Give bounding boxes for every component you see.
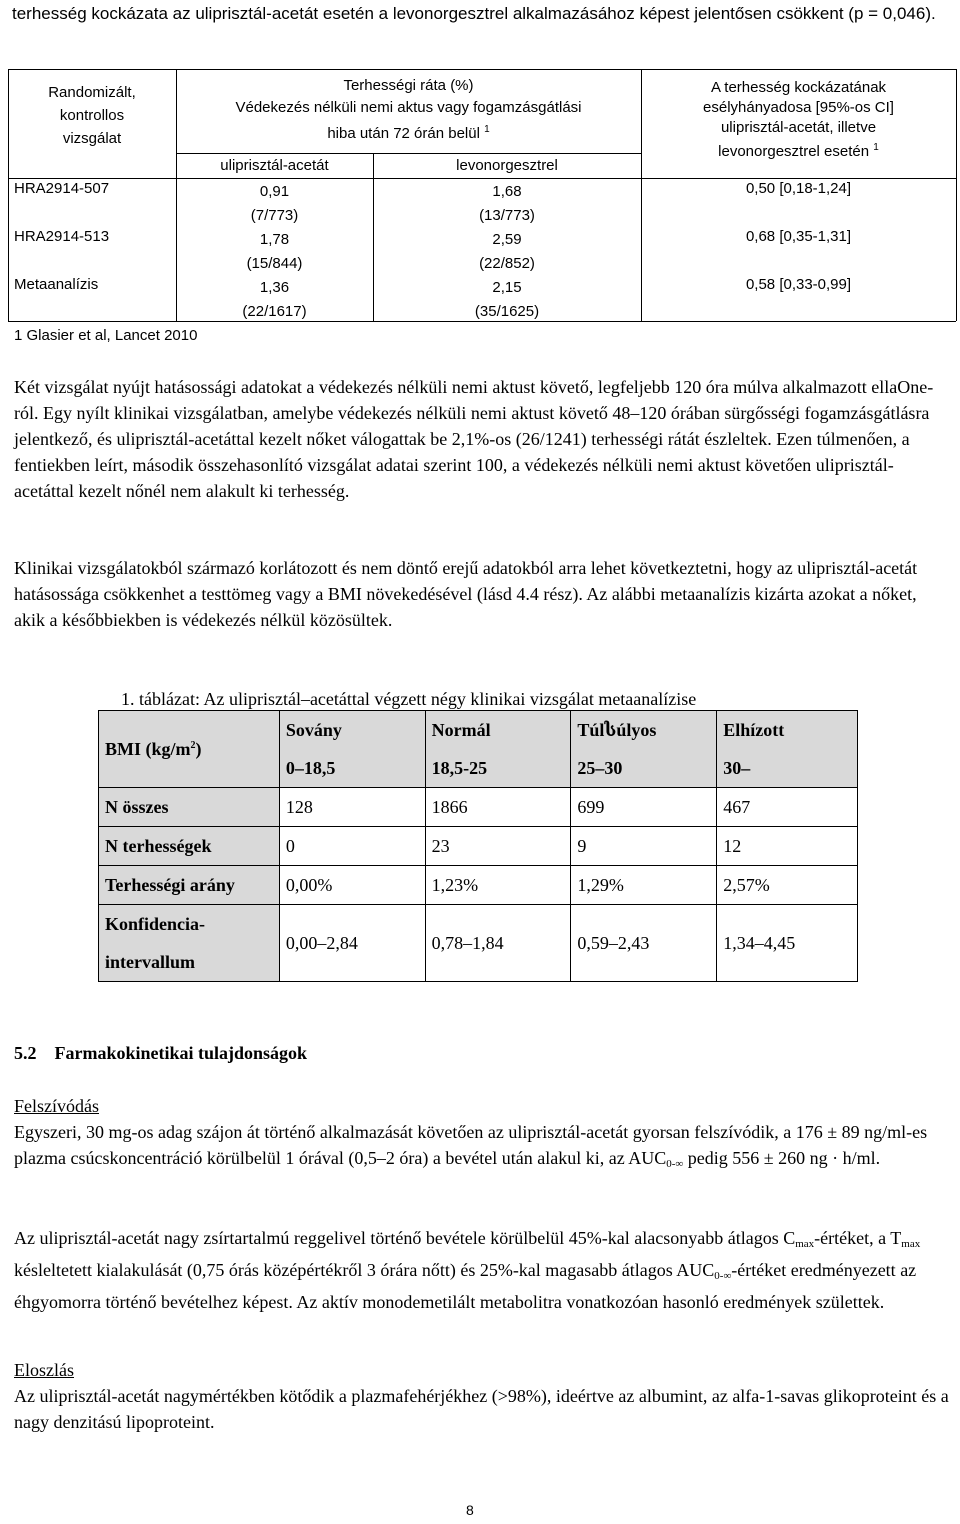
bmi-header: BMI $(kg/m^2)$: [99, 711, 280, 788]
ulipristal-rate: 0,91 (7/773): [250, 183, 299, 224]
table-cell: 1,29%: [571, 866, 717, 905]
study-name: Metaanalízis: [14, 276, 99, 293]
ulipristal-column-header: uliprisztál-acetát: [220, 157, 329, 174]
distribution-paragraph: Az uliprisztál-acetát nagymértékben kötődik a plazmafehérjékhez (>98%), ideértve az albumint, az alfa-1-savas glikoproteint és a nagy denzitású lipoproteint.: [14, 1386, 949, 1432]
table-cell: 0,59–2,43: [571, 905, 717, 982]
odds-ratio: 0,50 [0,18-1,24]: [745, 180, 852, 197]
odds-ratio-column-header: A terhesség kockázatának esélyhányadosa [95%-os CI] uliprisztál-acetát, illetve levonorgesztrel esetén $^1$: [703, 79, 894, 160]
table-cell: 467: [717, 788, 858, 827]
levonorgestrel-rate: 1,68 (13/773): [479, 183, 535, 224]
pregnancy-rate-group-header: Terhességi ráta (%) Védekezés nélküli nemi aktus vagy fogamzásgátlási hiba után 72 órán belül $^1$: [235, 77, 582, 142]
intro-text: terhesség kockázata az uliprisztál-acetát esetén a levonorgesztrel alkalmazásához képest jelentősen csökkent (p = 0,046).: [12, 4, 936, 23]
table-cell: 12: [717, 827, 858, 866]
absorption-paragraph-2: Az uliprisztál-acetát nagy zsírtartalmú reggelivel történő bevétele körülbelül 45%-kal alacsonyabb átlagos $C_{max}$-értéket, a $T_{max}$ késleltetett kialakulását (0,75 órás középértékről 3 órára nőtt) és 25%-kal magasabb átlagos $AUC_{0-\infty}$-értéket eredményezett az éhgyomorra történő bevételhez képest. Az aktív monodemetilált metabolitra vonatkozóan hasonló eredmények születtek.: [14, 1228, 921, 1312]
levonorgestrel-column-header: levonorgesztrel: [456, 157, 558, 174]
table-cell: 1,34–4,45: [717, 905, 858, 982]
ulipristal-rate: 1,78 (15/844): [246, 231, 303, 272]
row-label: N összes: [99, 788, 280, 827]
table-cell: 0,78–1,84: [425, 905, 571, 982]
category-header: Túlსúlyos 25–30: [571, 711, 717, 788]
levonorgestrel-rate: 2,59 (22/852): [479, 231, 535, 272]
table-footnote: 1 Glasier et al, Lancet 2010: [14, 327, 198, 344]
table-cell: 1866: [425, 788, 571, 827]
page-number: 8: [466, 1502, 474, 1518]
table-cell: 0,00%: [279, 866, 425, 905]
ulipristal-rate: 1,36 (22/1617): [242, 279, 307, 320]
table-cell: 9: [571, 827, 717, 866]
levonorgestrel-rate: 2,15 (35/1625): [474, 279, 540, 320]
table-cell: 128: [279, 788, 425, 827]
distribution-heading: Eloszlás: [14, 1360, 74, 1380]
row-label: N terhességek: [99, 827, 280, 866]
table-caption: 1. táblázat: Az uliprisztál–acetáttal végzett négy klinikai vizsgálat metaanalízise: [121, 689, 697, 709]
pregnancy-rate-table: [8, 69, 956, 321]
table-cell: 0,00–2,84: [279, 905, 425, 982]
odds-ratio: 0,58 [0,33-0,99]: [745, 276, 852, 293]
section-heading: 5.2 Farmakokinetikai tulajdonságok: [14, 1043, 308, 1063]
study-name: HRA2914-507: [14, 180, 110, 197]
table-cell: 2,57%: [717, 866, 858, 905]
bmi-meta-analysis-table: [98, 710, 858, 982]
study-column-header: Randomizált, kontrollos vizsgálat: [48, 84, 136, 147]
efficacy-paragraph: Két vizsgálat nyújt hatásossági adatokat a védekezés nélküli nemi aktust követő, legfeljebb 120 óra múlva alkalmazott ellaOne-ról. Egy nyílt klinikai vizsgálatban, amelybe védekezés nélküli nemi aktust követő 48–120 órában sürgősségi fogamzásgátlásra jelentkező, és uliprisztál-acetáttal kezelt nőket válogattak be 2,1%-os (26/1241) terhességi rátát észleltek. Ezen túlmenően, a fentiekben leírt, második összehasonlító vizsgálat adatai szerint 100, a védekezés nélküli nemi aktust követően uliprisztál-acetáttal kezelt nőnél nem alakult ki terhesség.: [14, 377, 934, 501]
absorption-paragraph-1: Egyszeri, 30 mg-os adag szájon át történő alkalmazását követően az uliprisztál-acetát gyorsan felszívódik, a 176 ± 89 ng/ml-es plazma csúcskoncentráció körülbelül 1 órával (0,5–2 óra) a bevétel után alakul ki, az $AUC_{0-\infty}$ pedig 556 ± 260 ng · h/ml.: [14, 1122, 928, 1170]
table-cell: 699: [571, 788, 717, 827]
study-name: HRA2914-513: [14, 228, 110, 245]
absorption-heading: Felszívódás: [14, 1096, 99, 1116]
row-label: Konfidencia- intervallum: [99, 905, 280, 982]
category-header: Normál 18,5-25: [425, 711, 571, 788]
table-cell: 23: [425, 827, 571, 866]
category-header: Sovány 0–18,5: [279, 711, 425, 788]
odds-ratio: 0,68 [0,35-1,31]: [745, 228, 852, 245]
category-header: Elhízott 30–: [717, 711, 858, 788]
bmi-paragraph: Klinikai vizsgálatokból származó korlátozott és nem döntő erejű adatokból arra lehet következtetni, hogy az uliprisztál-acetát hatásossága csökkenhet a testtömeg vagy a BMI növekedésével (lásd 4.4 rész). Az alábbi metaanalízis kizárta azokat a nőket, akik a későbbiekben is védekezés nélkül közösültek.: [14, 558, 918, 630]
row-label: Terhességi arány: [99, 866, 280, 905]
table-cell: 1,23%: [425, 866, 571, 905]
table-cell: 0: [279, 827, 425, 866]
